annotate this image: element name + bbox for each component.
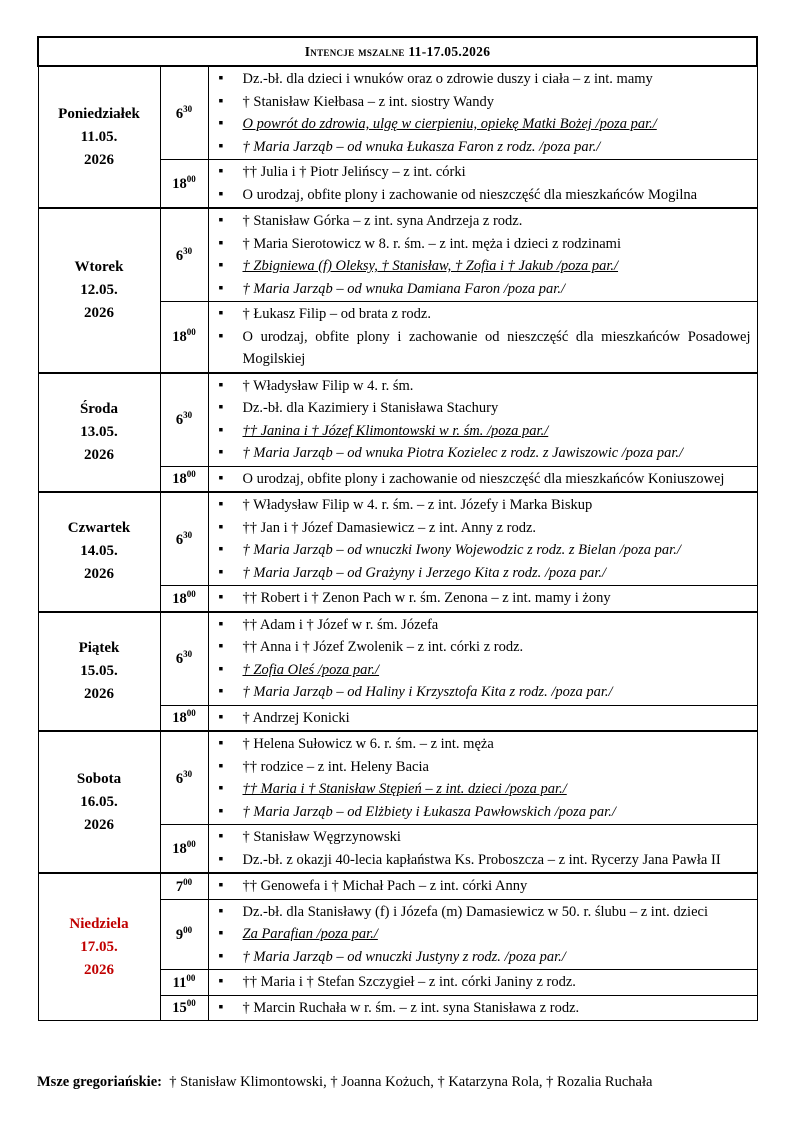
- gregorian-masses-note: [37, 1074, 652, 1091]
- day-name: Środa: [79, 400, 119, 417]
- intention-text: † Stanisław Górka – z int. syna Andrzeja z rodz.: [242, 213, 523, 229]
- intentions-list: [219, 901, 751, 969]
- intention-item: [219, 946, 751, 969]
- day-cell: [38, 873, 160, 1021]
- mass-time: [160, 586, 208, 612]
- intentions-cell: [208, 66, 757, 160]
- intention-text: † Maria Jarząb – od wnuka Piotra Kozielec z rodz. z Jawiszowic /poza par./: [242, 445, 684, 461]
- intention-item: [219, 875, 751, 898]
- time-hour: 6: [175, 105, 184, 122]
- mass-row: [38, 612, 757, 706]
- intention-item: [219, 68, 751, 91]
- intentions-cell: [208, 302, 757, 373]
- day-cell: [38, 373, 160, 493]
- time-hour: 18: [172, 471, 187, 488]
- time-hour: 6: [175, 247, 184, 264]
- intention-item: [219, 826, 751, 849]
- intention-item: [219, 801, 751, 824]
- time-minutes: 30: [183, 410, 193, 420]
- intention-text: O urodzaj, obfite plony i zachowanie od nieszczęść dla mieszkańców Posadowej Mogilskiej: [242, 328, 751, 367]
- mass-time: [160, 995, 208, 1021]
- intention-text: O urodzaj, obfite plony i zachowanie od nieszczęść dla mieszkańców Mogilna: [242, 186, 698, 203]
- intention-item: [219, 517, 751, 540]
- day-cell: [38, 492, 160, 612]
- intention-item: [219, 136, 751, 159]
- time-minutes: 30: [183, 245, 193, 256]
- mass-time: [160, 302, 208, 373]
- day-year: 2026: [84, 304, 114, 321]
- intention-item: [219, 923, 751, 946]
- intention-item: [219, 562, 751, 585]
- intention-text: †† Maria i † Stanisław Stępień – z int. dzieci /poza par./: [242, 781, 567, 797]
- mass-time: [160, 66, 208, 160]
- intentions-list: [219, 707, 751, 730]
- intention-text: †† Jan i † Józef Damasiewicz – z int. Anny z rodz.: [242, 519, 537, 536]
- schedule-body: [38, 66, 757, 1021]
- intention-item: [219, 849, 751, 872]
- day-date: 14.05.: [80, 543, 118, 560]
- intention-text: Dz.-bł. dla Kazimiery i Stanisława Stachury: [242, 400, 499, 416]
- intentions-list: [219, 614, 751, 704]
- intention-item: [219, 587, 751, 610]
- time-minutes: 00: [186, 708, 196, 719]
- intention-text: † Marcin Ruchała w r. śm. – z int. syna Stanisława z rodz.: [242, 999, 580, 1016]
- time-hour: 15: [172, 1000, 187, 1017]
- mass-row: [38, 873, 757, 899]
- intention-text: † Maria Jarząb – od wnuka Damiana Faron /poza par./: [242, 280, 565, 297]
- intention-text: †† Genowefa i † Michał Pach – z int. córki Anny: [242, 878, 528, 894]
- day-year: 2026: [84, 566, 114, 583]
- intentions-cell: [208, 873, 757, 899]
- intention-text: †† Anna i † Józef Zwolenik – z int. córki z rodz.: [242, 639, 524, 655]
- day-name: Czwartek: [67, 520, 131, 537]
- intention-text: † Zbigniewa (f) Oleksy, † Stanisław, † Zofia i † Jakub /poza par./: [242, 258, 619, 274]
- time-minutes: 00: [183, 876, 193, 887]
- intention-text: †† Julia i † Piotr Jelińscy – z int. córki: [242, 164, 466, 180]
- mass-intentions-table: [37, 36, 758, 1021]
- time-hour: 18: [172, 329, 187, 346]
- intention-item: [219, 733, 751, 756]
- intentions-cell: [208, 586, 757, 612]
- time-hour: 18: [172, 176, 187, 192]
- mass-time: [160, 492, 208, 586]
- time-minutes: 00: [186, 588, 196, 599]
- intention-text: † Andrzej Konicki: [242, 709, 350, 726]
- intention-item: [219, 397, 751, 420]
- intention-item: [219, 681, 751, 704]
- intention-text: † Władysław Filip w 4. r. śm. – z int. Józefy i Marka Biskup: [242, 497, 593, 513]
- day-date: 17.05.: [80, 938, 118, 955]
- day-name: Piątek: [78, 639, 120, 656]
- intention-item: [219, 255, 751, 278]
- day-date: 11.05.: [80, 128, 118, 145]
- time-minutes: 30: [183, 529, 193, 540]
- intention-item: [219, 659, 751, 682]
- intention-text: O powrót do zdrowia, ulgę w cierpieniu, opiekę Matki Bożej /poza par./: [242, 116, 657, 132]
- intentions-list: [219, 161, 751, 206]
- intention-item: [219, 91, 751, 114]
- intentions-list: [219, 733, 751, 823]
- intention-text: †† rodzice – z int. Heleny Bacia: [242, 758, 429, 775]
- time-minutes: 00: [186, 839, 196, 849]
- day-date: 12.05.: [80, 281, 118, 298]
- intention-text: O urodzaj, obfite plony i zachowanie od nieszczęść dla mieszkańców Koniuszowej: [242, 470, 725, 487]
- time-minutes: 30: [183, 103, 193, 114]
- intentions-cell: [208, 612, 757, 706]
- mass-time: [160, 899, 208, 970]
- intentions-list: [219, 303, 751, 371]
- intentions-list: [219, 875, 751, 898]
- time-minutes: 30: [183, 768, 193, 779]
- intention-item: [219, 778, 751, 801]
- intention-item: [219, 901, 751, 924]
- page-title: Intencje mszalne 11-17.05.2026: [38, 37, 757, 66]
- intention-item: [219, 539, 751, 562]
- day-name: Sobota: [76, 770, 122, 787]
- intention-item: [219, 971, 751, 994]
- day-cell: [38, 66, 160, 208]
- intentions-cell: [208, 995, 757, 1021]
- gregorian-label: Msze gregoriańskie:: [37, 1074, 162, 1090]
- mass-row: [38, 373, 757, 467]
- intention-item: [219, 278, 751, 301]
- day-cell: [38, 731, 160, 873]
- intention-item: [219, 494, 751, 517]
- day-date: 15.05.: [80, 662, 118, 679]
- intention-text: † Maria Jarząb – od Haliny i Krzysztofa Kita z rodz. /poza par./: [242, 684, 613, 700]
- intentions-cell: [208, 466, 757, 492]
- mass-row: [38, 66, 757, 160]
- mass-time: [160, 160, 208, 209]
- intention-item: [219, 636, 751, 659]
- intention-text: † Stanisław Kiełbasa – z int. siostry Wandy: [242, 93, 494, 110]
- mass-time: [160, 612, 208, 706]
- time-minutes: 00: [186, 998, 196, 1009]
- intentions-cell: [208, 825, 757, 874]
- intention-text: † Władysław Filip w 4. r. śm.: [242, 377, 414, 394]
- intention-item: [219, 375, 751, 398]
- day-name: Poniedziałek: [58, 105, 140, 122]
- intentions-list: [219, 826, 751, 871]
- day-date: 16.05.: [80, 793, 118, 810]
- intention-text: †† Janina i † Józef Klimontowski w r. śm. /poza par./: [242, 422, 549, 439]
- intentions-cell: [208, 899, 757, 970]
- time-hour: 9: [175, 926, 184, 943]
- time-hour: 7: [175, 878, 184, 895]
- intention-text: † Stanisław Węgrzynowski: [242, 829, 401, 845]
- mass-time: [160, 705, 208, 731]
- intention-item: [219, 161, 751, 184]
- mass-time: [160, 208, 208, 302]
- gregorian-names: † Stanisław Klimontowski, † Joanna Kożuch, † Katarzyna Rola, † Rozalia Ruchała: [169, 1074, 653, 1090]
- mass-time: [160, 373, 208, 467]
- intention-text: † Maria Jarząb – od wnuczki Justyny z rodz. /poza par./: [242, 948, 566, 965]
- intention-text: Dz.-bł. dla dzieci i wnuków oraz o zdrowie duszy i ciała – z int. mamy: [242, 71, 653, 87]
- intentions-list: [219, 468, 751, 491]
- mass-time: [160, 970, 208, 996]
- mass-row: [38, 208, 757, 302]
- mass-time: [160, 873, 208, 899]
- day-year: 2026: [84, 685, 114, 702]
- intention-text: † Łukasz Filip – od brata z rodz.: [242, 306, 431, 322]
- intention-item: [219, 707, 751, 730]
- day-year: 2026: [84, 961, 114, 978]
- intention-item: [219, 420, 751, 443]
- time-hour: 18: [172, 590, 187, 607]
- intention-text: † Maria Jarząb – od Elżbiety i Łukasza Pawłowskich /poza par./: [242, 803, 616, 820]
- time-hour: 6: [175, 770, 184, 787]
- time-minutes: 00: [186, 469, 196, 480]
- intention-item: [219, 442, 751, 465]
- time-hour: 6: [175, 531, 184, 548]
- day-year: 2026: [84, 151, 114, 168]
- time-minutes: 00: [186, 327, 196, 338]
- intention-text: † Zofia Oleś /poza par./: [242, 661, 380, 678]
- intention-item: [219, 614, 751, 637]
- day-cell: [38, 208, 160, 373]
- intentions-cell: [208, 160, 757, 209]
- mass-time: [160, 731, 208, 825]
- intention-item: [219, 303, 751, 326]
- time-minutes: 00: [183, 924, 193, 935]
- mass-time: [160, 466, 208, 492]
- intentions-list: [219, 997, 751, 1020]
- intention-item: [219, 756, 751, 779]
- intention-item: [219, 326, 751, 371]
- time-hour: 6: [175, 651, 184, 667]
- intention-item: [219, 184, 751, 207]
- intention-text: Dz.-bł. dla Stanisławy (f) i Józefa (m) Damasiewicz w 50. r. ślubu – z int. dzieci: [242, 903, 708, 920]
- day-name: Wtorek: [74, 258, 124, 275]
- time-hour: 18: [172, 841, 187, 857]
- day-date: 13.05.: [80, 423, 118, 440]
- time-minutes: 00: [186, 972, 196, 983]
- intention-item: [219, 210, 751, 233]
- intentions-list: [219, 494, 751, 584]
- mass-row: [38, 492, 757, 586]
- intentions-cell: [208, 208, 757, 302]
- day-year: 2026: [84, 816, 114, 833]
- intention-item: [219, 468, 751, 491]
- intention-text: † Maria Jarząb – od wnuka Łukasza Faron z rodz. /poza par./: [242, 138, 601, 155]
- time-minutes: 30: [183, 649, 193, 659]
- day-cell: [38, 612, 160, 732]
- time-hour: 18: [172, 710, 187, 727]
- time-hour: 6: [175, 412, 184, 428]
- intentions-cell: [208, 373, 757, 467]
- intention-item: [219, 997, 751, 1020]
- intention-text: † Maria Sierotowicz w 8. r. śm. – z int. męża i dzieci z rodzinami: [242, 235, 621, 252]
- intentions-cell: [208, 492, 757, 586]
- intentions-list: [219, 375, 751, 465]
- intentions-list: [219, 587, 751, 610]
- intentions-list: [219, 210, 751, 300]
- time-hour: 11: [172, 974, 187, 991]
- day-year: 2026: [84, 446, 114, 463]
- intention-item: [219, 113, 751, 136]
- intention-text: † Helena Sułowicz w 6. r. śm. – z int. męża: [242, 736, 494, 752]
- intention-text: † Maria Jarząb – od wnuczki Iwony Wojewodzic z rodz. z Bielan /poza par./: [242, 542, 681, 558]
- intentions-cell: [208, 731, 757, 825]
- day-name: Niedziela: [69, 915, 129, 932]
- intention-text: †† Maria i † Stefan Szczygieł – z int. córki Janiny z rodz.: [242, 974, 576, 990]
- intention-text: Dz.-bł. z okazji 40-lecia kapłaństwa Ks. Proboszcza – z int. Rycerzy Jana Pawła II: [242, 851, 721, 868]
- mass-time: [160, 825, 208, 874]
- intentions-list: [219, 971, 751, 994]
- mass-row: [38, 731, 757, 825]
- intentions-list: [219, 68, 751, 158]
- time-minutes: 00: [186, 174, 196, 184]
- intentions-cell: [208, 705, 757, 731]
- intention-item: [219, 233, 751, 256]
- intention-text: †† Adam i † Józef w r. śm. Józefa: [242, 616, 439, 633]
- intentions-cell: [208, 970, 757, 996]
- intention-text: Za Parafian /poza par./: [242, 926, 378, 942]
- intention-text: †† Robert i † Zenon Pach w r. śm. Zenona – z int. mamy i żony: [242, 590, 611, 606]
- intention-text: † Maria Jarząb – od Grażyny i Jerzego Kita z rodz. /poza par./: [242, 564, 607, 581]
